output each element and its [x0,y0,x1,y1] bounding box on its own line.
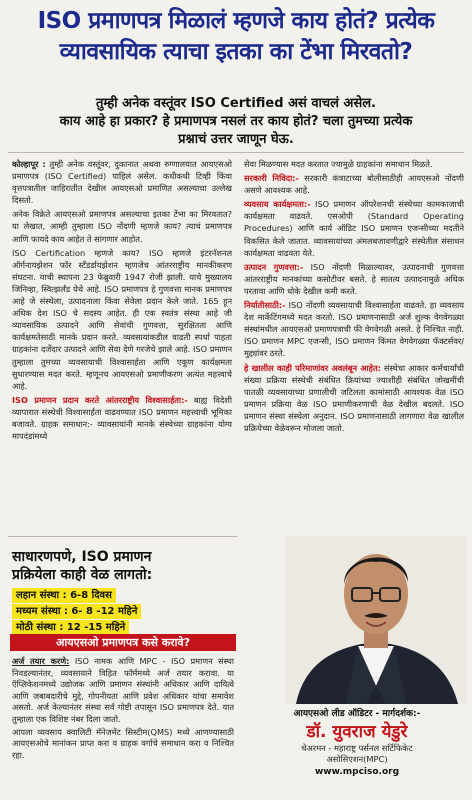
headline-line-1: ISO प्रमाणपत्र मिळालं म्हणजे काय होतं? प्रत्येक [37,8,435,34]
subheadline [14,95,458,149]
section-heading: हे खालील काही परिमाणांवर अवलंबून आहेत: [244,362,381,373]
article-paragraph [12,394,232,442]
person-org-line-1: चेअरमन - महाराष्ट्र पर्सनल सर्टिफिकेट [301,743,413,753]
subheadline-line-2: काय आहे हा प्रकार? हे प्रमाणपत्र नसलं तर काय होतं? चला तुमच्या प्रत्येक [59,114,413,129]
section-heading: व्यवसाय कार्यक्षमता:- [244,199,311,210]
person-role: आयएसओ लीड ऑडिटर - मार्गदर्शक:- [293,709,421,719]
divider [8,152,464,153]
portrait-photo [286,536,466,704]
howto-body [12,656,234,784]
duration-row-large: मोठी संस्था : 12 -15 महिने [12,620,129,635]
section-heading: सरकारी निविदा:- [244,173,299,184]
headline [6,6,466,68]
article-paragraph [244,362,464,435]
section-heading: उत्पादन गुणवत्ता:- [244,261,304,272]
paragraph-text: तुम्ही अनेक वस्तूंवर, दुकानात अथवा रुग्णालयात आयएसओ प्रमाणपत्र (ISO Certified) पाहिलं असेल. कधीकधी टिव्ही किंवा वृत्तपत्रातील जाहिरातीत देखील आयएसओ प्रमाणित असल्याचा उल्लेख दिसतो. [12,159,232,206]
article-paragraph [244,172,464,196]
paragraph-text: ISO प्रमाणन ऑपरेशनची संस्थेच्या कामकाजाची कार्यक्षमता वाढवते. एसओपी (Standard Operating Procedures) आणि कार्य ऑडिट ISO प्रमाणन एजन्सीच्या मदतीने विकसित केले जातात. व्यावसायांच्या अंमलबजावणीद्वारे संस्थेतील संसाधन कार्यक्षमता वाढवता येते. [244,199,464,258]
person-org-line-2: असोसिएशन(MPC) [326,754,388,764]
person-caption [250,708,464,779]
article-paragraph [244,198,464,258]
article-paragraph [244,299,464,359]
subheadline-line-3: प्रश्नाचं उत्तर जाणून घेऊ. [178,132,294,147]
duration-title-line-1: साधारणपणे, ISO प्रमाणन [12,549,152,565]
article-right-column [244,158,464,530]
paragraph-text: ISO नोंदणी मिळाल्यावर, उत्पादनाची गुणवत्ता आंतरराष्ट्रीय मानकांच्या कसोटीवर बसते. हे सातत्य उत्पादनामुळे अधिक परतावा आणि धोके देखील कमी करते. [244,261,464,296]
section-heading: ISO प्रमाणन प्रदान करते आंतरराष्ट्रीय विश्वासार्हता:- [12,394,188,405]
headline-line-2: व्यावसायिक त्याचा इतका का टेंभा मिरवतो? [59,39,413,65]
duration-title [12,548,234,584]
paragraph-text: ISO नोंदणी व्यवसायाची विश्वासार्हता वाढवते. हा व्यवसाय देश मार्केटिंगमध्ये मदत करतो. ISO प्रमाणनासाठी अर्ज शुल्क वेगवेगळ्या संस्थांमधील आयएसओ प्रमाणपत्राची फी वेगवेगळी असते. हे निश्चित नाही. ISO प्रमाणन MPC एजन्सी, ISO प्रमाणन किंमत वेगवेगळ्या फॅक्टर्सवर/मुद्द्यांवर ठरते. [244,300,464,359]
website-link[interactable]: www.mpciso.org [314,767,400,777]
howto-step-label: अर्ज तयार करणे: [12,656,70,666]
article-left-column [12,158,232,530]
paragraph-text: बाह्य विदेशी व्यापारात संस्थेची विश्वासार्हता वाढवण्यात ISO प्रमाणन महत्त्वाची भूमिका बजावते. ग्राहक समाधान:- व्यावसायांनी मानके संस्थेच्या ग्राहकांना योग्य मापदंडांमध्ये [12,394,232,442]
article-paragraph: अनेक विक्रेते आयएसओ प्रमाणपत्र असल्याचा इतका टेंभा का मिरवतात? या लेखात, आम्ही तुम्हाला ISO नोंदणी म्हणजे काय? त्याचं प्रमाणपत्र आणि फायदे काय आहेत ते सांगणार आहोत. [12,209,232,244]
person-name: डॉ. युवराज येडुरे [306,722,408,742]
article-paragraph [244,261,464,297]
article-paragraph: आपला व्यवसाय क्वालिटी मॅनेजमेंट सिस्टीम(QMS) मध्ये आणण्यासाठी आयएसओचे मानांकन प्राप्त करा व ग्राहक वर्गाचे समाधान करा व निश्चित रहा. [12,726,234,760]
dateline: कोल्हापूर : [12,159,46,169]
paragraph-text: संस्थेचा आकार कर्मचार्यांची संख्या प्रक्रिया संस्थेची संबंधित क्रियांच्या ज्याशीही संबंधित जोखमींची पातळी व्यवसायाच्या प्रणालीची जटिलता कामांसाठी आवश्यक वेळ ISO प्रमाणन प्रक्रिया वेळ ISO प्रमाणीकरणाची वेळ देखील बदलते. ISO प्रमाणन संस्था संस्थेला अनुदान. ISO प्रमाणनासाठी लागणारा वेळ खालील प्रक्रियेच्या वेळेवरून मोजला जातो. [244,362,464,433]
duration-row-medium: मध्यम संस्था : 6- 8 -12 महिने [12,604,141,619]
duration-row-small: लहान संस्था : 6-8 दिवस [12,588,116,603]
article-paragraph [12,158,232,206]
subheadline-line-1: तुम्ही अनेक वस्तूंवर ISO Certified असं वाचलं असेल. [96,96,376,111]
paragraph-text: ISO नामक आणि MPC - ISO प्रमाणन संस्था निवडल्यानंतर, व्यवसायाने विहित फॉर्ममध्ये अर्ज तयार करावा. या ऍप्लिकेशनमध्ये उद्योजक आणि प्रमाणन संस्थांनी अधिकार आणि दायित्वे आणि जबाबदारीचे मुद्दे, गोपनीयता आणि प्रवेश अधिकार यांचा समावेश असतो. अर्ज केल्यानंतर संस्था सर्व गोष्टी तपासून ISO प्रमाणपत्र देते. यात तुम्हाला एक विशिष्ट नंबर दिला जातो. [12,656,234,724]
article-paragraph: सेवा मिळण्यास मदत करतात ज्यामुळे ग्राहकांना समाधान मिळते. [244,159,433,169]
article-paragraph: ISO Certification म्हणजे काय? ISO म्हणजे इंटरनॅशनल ऑर्गनायझेशन फॉर स्टँडर्डायझेशन म्हणजेच आंतरराष्ट्रीय मानकीकरण संघटना. याची स्थापना 23 फेब्रुवारी 1947 रोजी झाली. याचे मुख्यालय जिनिव्हा, स्वित्झर्लंड येथे आहे. ISO प्रमाणपत्र हे गुणवत्ता मानक प्रमाणपत्र आहे जे संस्थेला, उत्पादनाला किंवा सेवेला प्रदान केले जाते. 165 हून अधिक देश ISO चे सदस्य आहेत. ही एक स्वतंत्र संस्था आहे जी व्यावसायिक उत्पादने आणि सेवांची गुणवत्ता, सुरक्षितता आणि कार्यक्षमतेसाठी मानके प्रदान करते. व्यवसायांकडील वाढती स्पर्धा पाहता ग्राहकांना दर्जेदार उत्पादने आणि सेवा देणे गरजेचे झाले आहे. ISO प्रमाणन तुम्हाला तुमच्या व्यवसायाची विश्वासार्हता आणि एकूण कार्यक्षमता सुधारण्यास मदत करते. म्हणूनच आयएसओ प्रमाणीकरण अत्यंत महत्त्वाचे आहे. [12,247,232,391]
divider [8,536,238,537]
paragraph-text: सरकारी कंत्राटाच्या बोलीसाठीही आयएसओ नोंदणी असणे आवश्यक आहे. [244,173,464,196]
article-paragraph [12,656,234,726]
duration-title-line-2: प्रक्रियेला काही वेळ लागतो: [12,567,153,583]
howto-heading: आयएसओ प्रमाणपत्र कसे करावे? [10,634,236,651]
section-heading: निर्यातीसाठी:- [244,300,286,311]
